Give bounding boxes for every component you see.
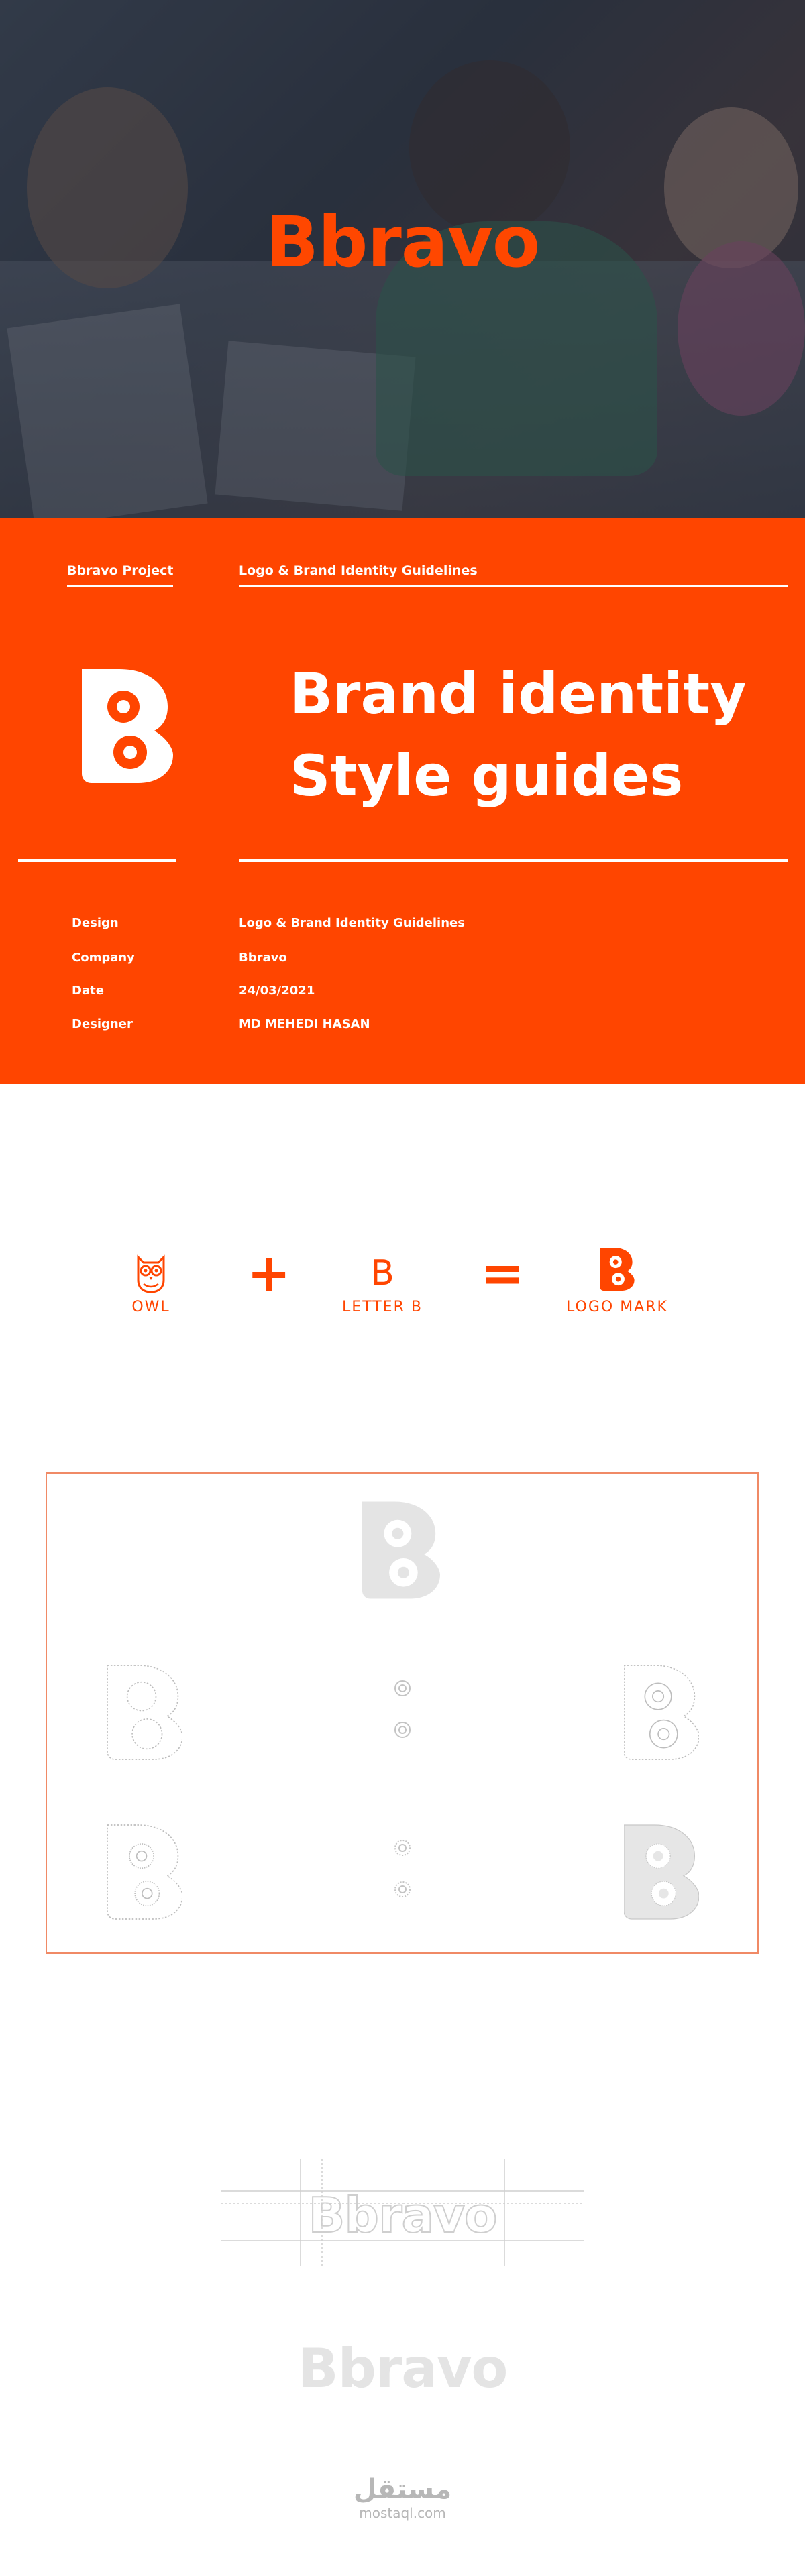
construction-outline-3 — [107, 1822, 182, 1922]
left-divider — [18, 859, 176, 862]
grey-logo-mark — [362, 1501, 440, 1600]
construction-circles-2 — [389, 1834, 416, 1908]
meta-value-design: Logo & Brand Identity Guidelines — [239, 916, 465, 930]
logo-construction-grid — [46, 1472, 759, 1954]
meta-key-company: Company — [72, 951, 135, 965]
owl-label: OWL — [131, 1299, 170, 1315]
letter-b-glyph: B — [370, 1253, 394, 1293]
watermark-arabic: مستقل — [353, 2474, 452, 2505]
guidelines-underline — [239, 585, 788, 587]
equals-sign: = — [480, 1244, 525, 1304]
meta-value-date: 24/03/2021 — [239, 984, 315, 998]
hero-photo — [0, 0, 805, 518]
headline-line-1: Brand identity — [290, 661, 747, 727]
owl-icon — [134, 1254, 168, 1293]
logo-mark-icon — [600, 1248, 635, 1291]
construction-outline-1 — [107, 1663, 182, 1762]
meta-key-date: Date — [72, 984, 104, 998]
meta-value-designer: MD MEHEDI HASAN — [239, 1017, 370, 1031]
right-divider — [239, 859, 788, 862]
letter-b-label: LETTER B — [342, 1299, 423, 1315]
meta-value-company: Bbravo — [239, 951, 287, 965]
construction-outline-2 — [624, 1663, 699, 1762]
guidelines-label: Logo & Brand Identity Guidelines — [239, 563, 478, 578]
brand-identity-band — [0, 518, 805, 1084]
headline — [290, 653, 747, 817]
headline-line-2: Style guides — [290, 743, 684, 809]
b-logo-mark — [82, 669, 173, 783]
logo-mark-label: LOGO MARK — [566, 1299, 668, 1315]
meta-key-design: Design — [72, 916, 119, 930]
construction-circles-1 — [389, 1675, 416, 1749]
logo-concept-equation — [0, 1244, 805, 1338]
hero-brand-title: Bbravo — [265, 201, 540, 283]
project-label: Bbravo Project — [67, 563, 174, 578]
construction-filled — [624, 1822, 699, 1922]
wordmark-grey: Bbravo — [297, 2337, 508, 2400]
wordmark-outline: Bbravo — [308, 2187, 497, 2243]
plus-sign: + — [247, 1244, 291, 1304]
watermark-latin: mostaql.com — [359, 2505, 446, 2521]
meta-key-designer: Designer — [72, 1017, 133, 1031]
mostaql-watermark — [342, 2474, 463, 2521]
project-underline — [67, 585, 173, 587]
